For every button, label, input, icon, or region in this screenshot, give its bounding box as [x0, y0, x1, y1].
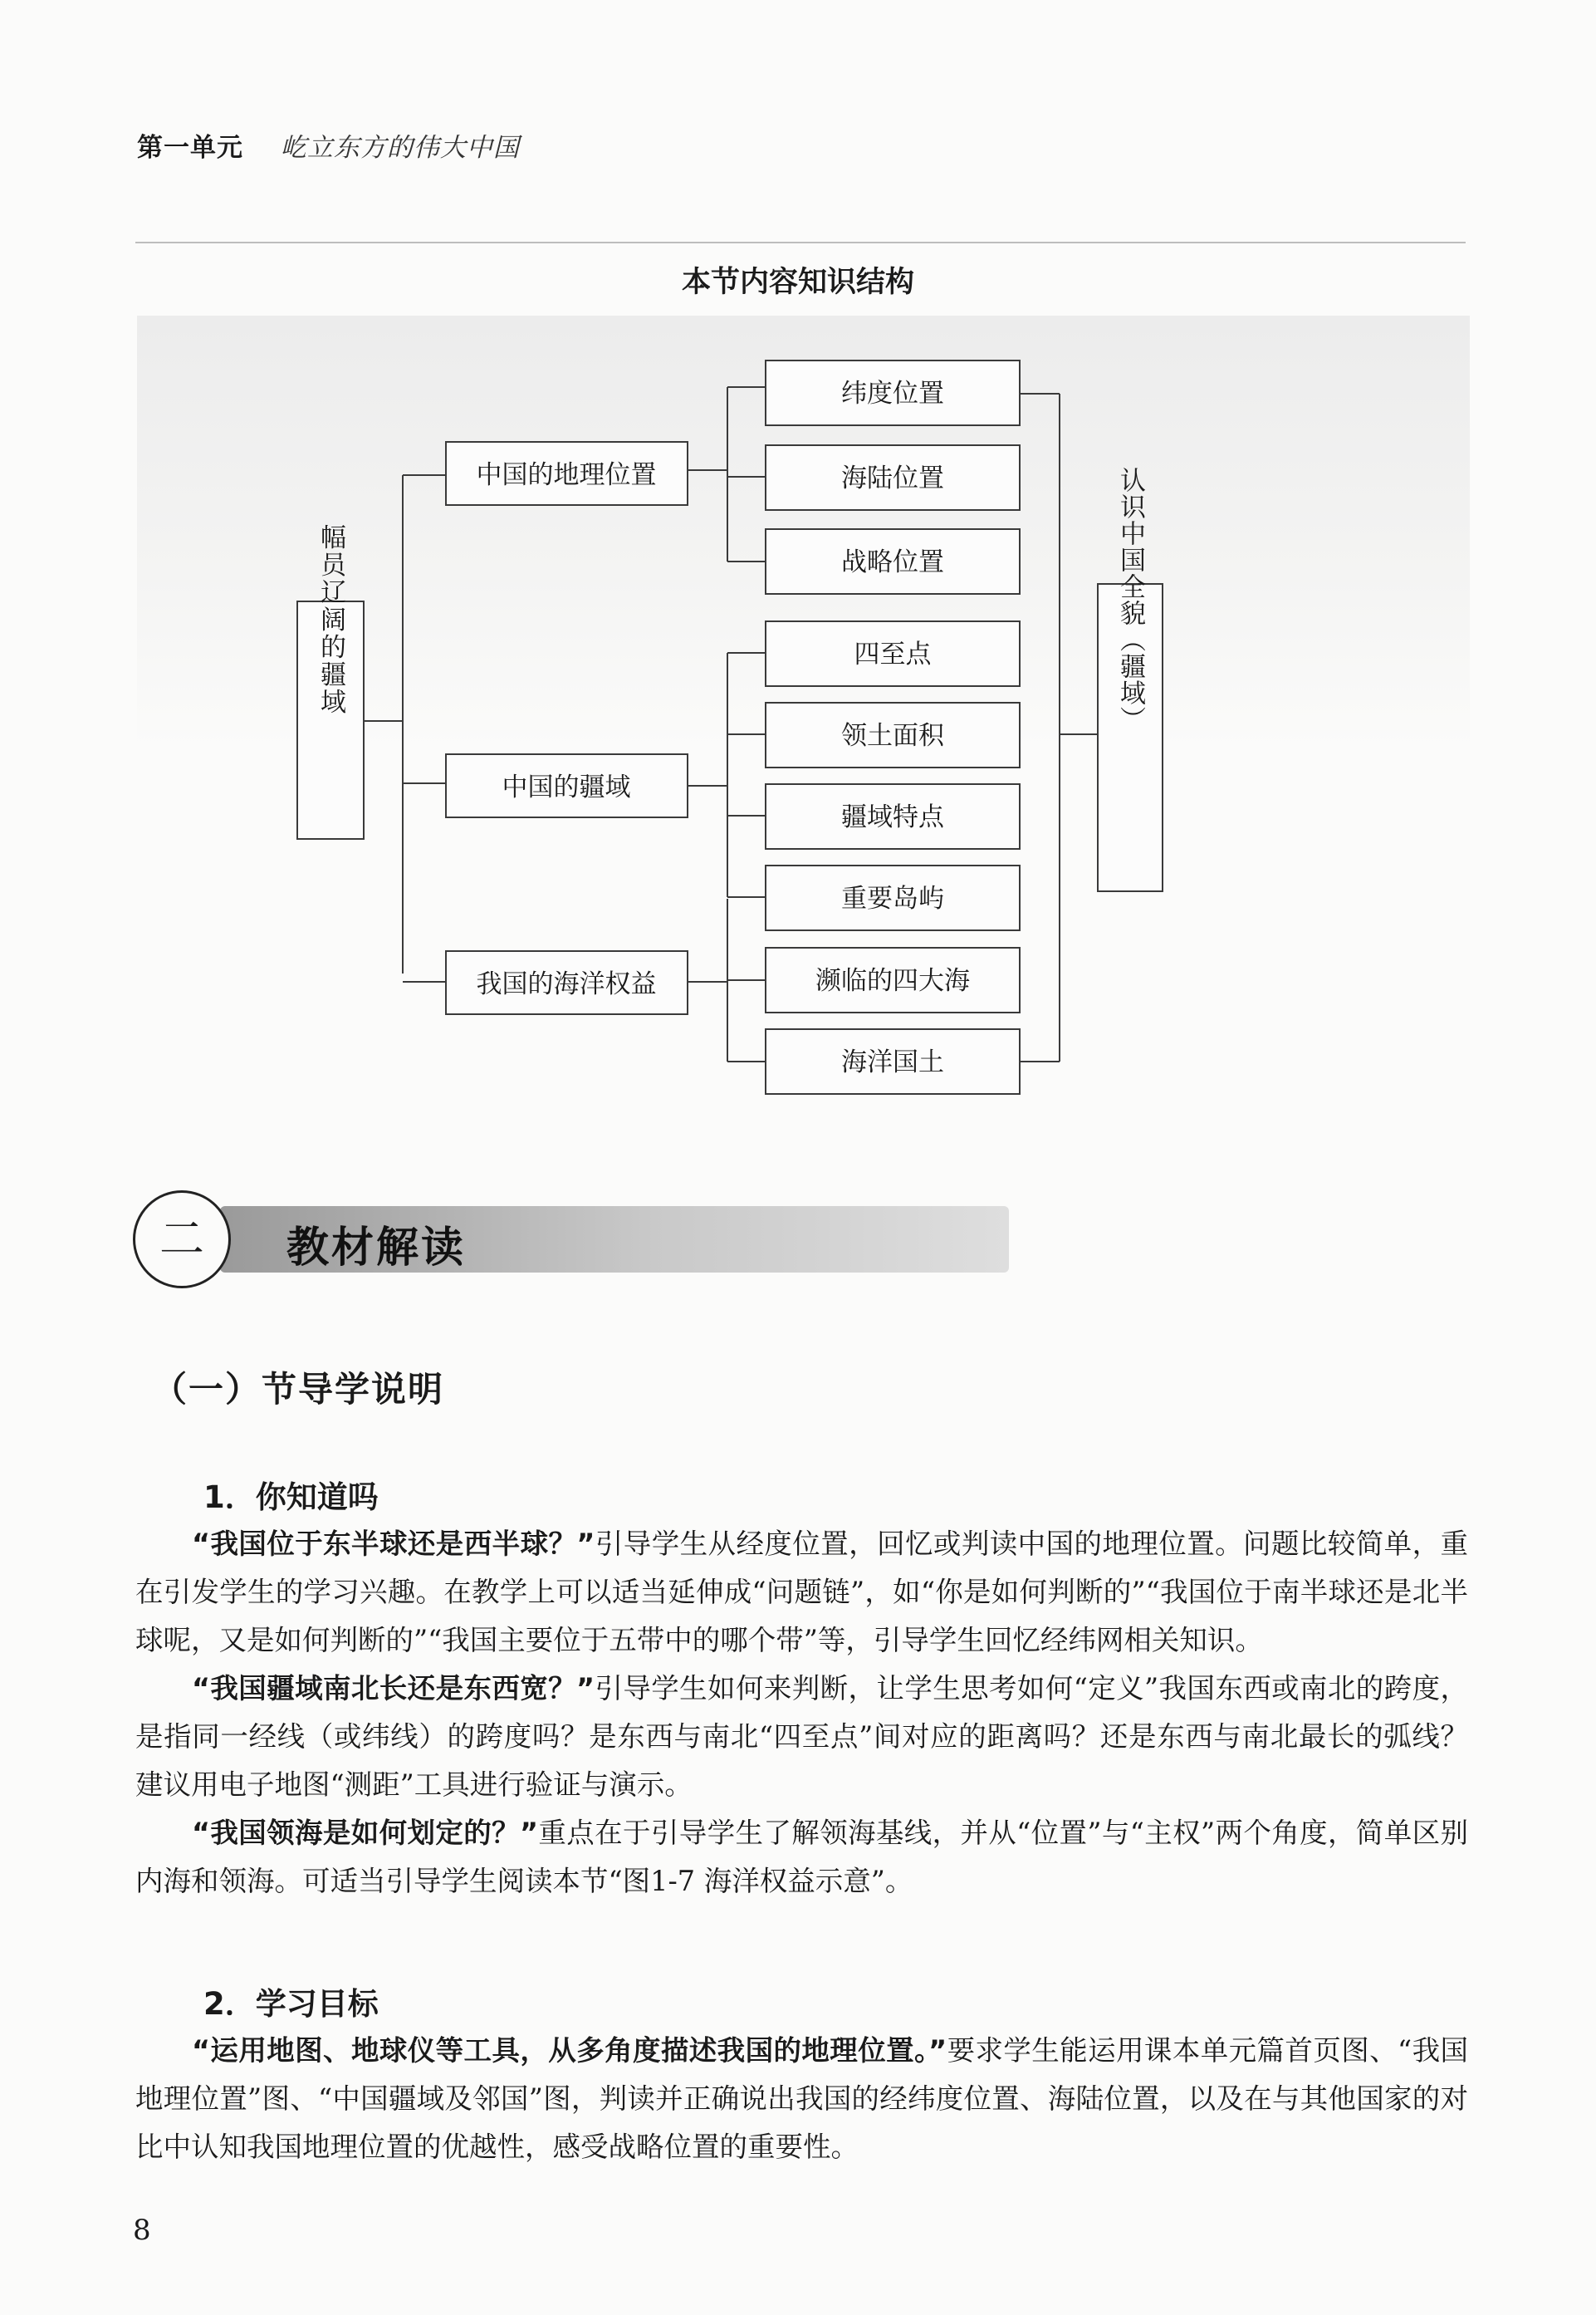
paragraph	[135, 2027, 1468, 2171]
leaf-node	[766, 529, 1020, 594]
leaf-label: 濒临的四大海	[815, 966, 970, 996]
leaf-label: 疆域特点	[841, 802, 944, 832]
leaf-label: 海洋国土	[841, 1047, 944, 1077]
page-number: 8	[133, 2214, 151, 2247]
leaf-label: 纬度位置	[841, 379, 944, 409]
branch-node-territory	[446, 754, 688, 817]
leaf-node	[766, 445, 1020, 510]
paragraph	[135, 1520, 1468, 1665]
leaf-label: 海陆位置	[841, 463, 944, 493]
branch-node-location	[446, 442, 688, 505]
branch-label: 中国的地理位置	[476, 460, 657, 490]
paragraph-text: 引导学生从经度位置，回忆或判读中国的地理位置。问题比较简单，重在引发学生的学习兴趣。在教学上可以适当延伸成“问题链”，如“你是如何判断的”“我国位于南半球还是北半球呢，又是如何判断的”“我国主要位于五带中的哪个带”等，引导学生回忆经纬网相关知识。	[135, 1528, 1468, 1656]
section-title: 教材解读	[286, 1224, 467, 1273]
unit-label: 第一单元	[137, 133, 243, 163]
part2-body	[135, 2027, 1468, 2171]
right-label: 认识中国全貌（疆域）	[1115, 467, 1145, 733]
question-bold: “我国疆域南北长还是东西宽？”	[192, 1672, 595, 1704]
question-bold: “我国位于东半球还是西半球？”	[192, 1528, 595, 1560]
root-node	[297, 524, 364, 840]
goal-bold: “运用地图、地球仪等工具，从多角度描述我国的地理位置。”	[192, 2034, 947, 2067]
leaf-label: 领土面积	[841, 721, 944, 751]
leaf-label: 战略位置	[841, 547, 944, 577]
leaf-node	[766, 866, 1020, 930]
right-node	[1098, 467, 1163, 891]
part1-body	[135, 1520, 1468, 1905]
unit-title: 屹立东方的伟大中国	[280, 133, 520, 163]
paragraph	[135, 1665, 1468, 1809]
branch-label: 中国的疆域	[502, 772, 631, 802]
branch-label: 我国的海洋权益	[476, 969, 657, 999]
branch-node-ocean-rights	[446, 951, 688, 1014]
leaf-node	[766, 360, 1020, 425]
paragraph-text: 引导学生如何来判断，让学生思考如何“定义”我国东西或南北的跨度，是指同一经线（或纬线）的跨度吗？是东西与南北“四至点”间对应的距离吗？还是东西与南北最长的弧线？建议用电子地图“测距”工具进行验证与演示。	[135, 1672, 1468, 1801]
subsection-title: （一）节导学说明	[152, 1369, 445, 1410]
paragraph-text: 要求学生能运用课本单元篇首页图、“我国地理位置”图、“中国疆域及邻国”图，判读并正确说出我国的经纬度位置、海陆位置，以及在与其他国家的对比中认知我国地理位置的优越性，感受战略位置的重要性。	[135, 2034, 1468, 2163]
leaf-node	[766, 703, 1020, 768]
heading-know: 1．你知道吗	[203, 1479, 379, 1515]
heading-goals: 2．学习目标	[203, 1986, 379, 2022]
leaf-node	[766, 948, 1020, 1013]
section-number: 二	[133, 1190, 231, 1288]
root-label: 幅员辽阔的疆域	[316, 523, 345, 716]
leaf-node	[766, 1029, 1020, 1094]
leaf-label: 四至点	[854, 640, 932, 669]
paragraph	[135, 1809, 1468, 1905]
knowledge-structure-title: 本节内容知识结构	[681, 266, 914, 299]
paragraph-text: 重点在于引导学生了解领海基线，并从“位置”与“主权”两个角度，简单区别内海和领海。可适当引导学生阅读本节“图1-7 海洋权益示意”。	[135, 1817, 1468, 1897]
leaf-node	[766, 784, 1020, 849]
question-bold: “我国领海是如何划定的？”	[192, 1817, 538, 1849]
leaf-label: 重要岛屿	[841, 884, 944, 914]
leaf-node	[766, 621, 1020, 686]
